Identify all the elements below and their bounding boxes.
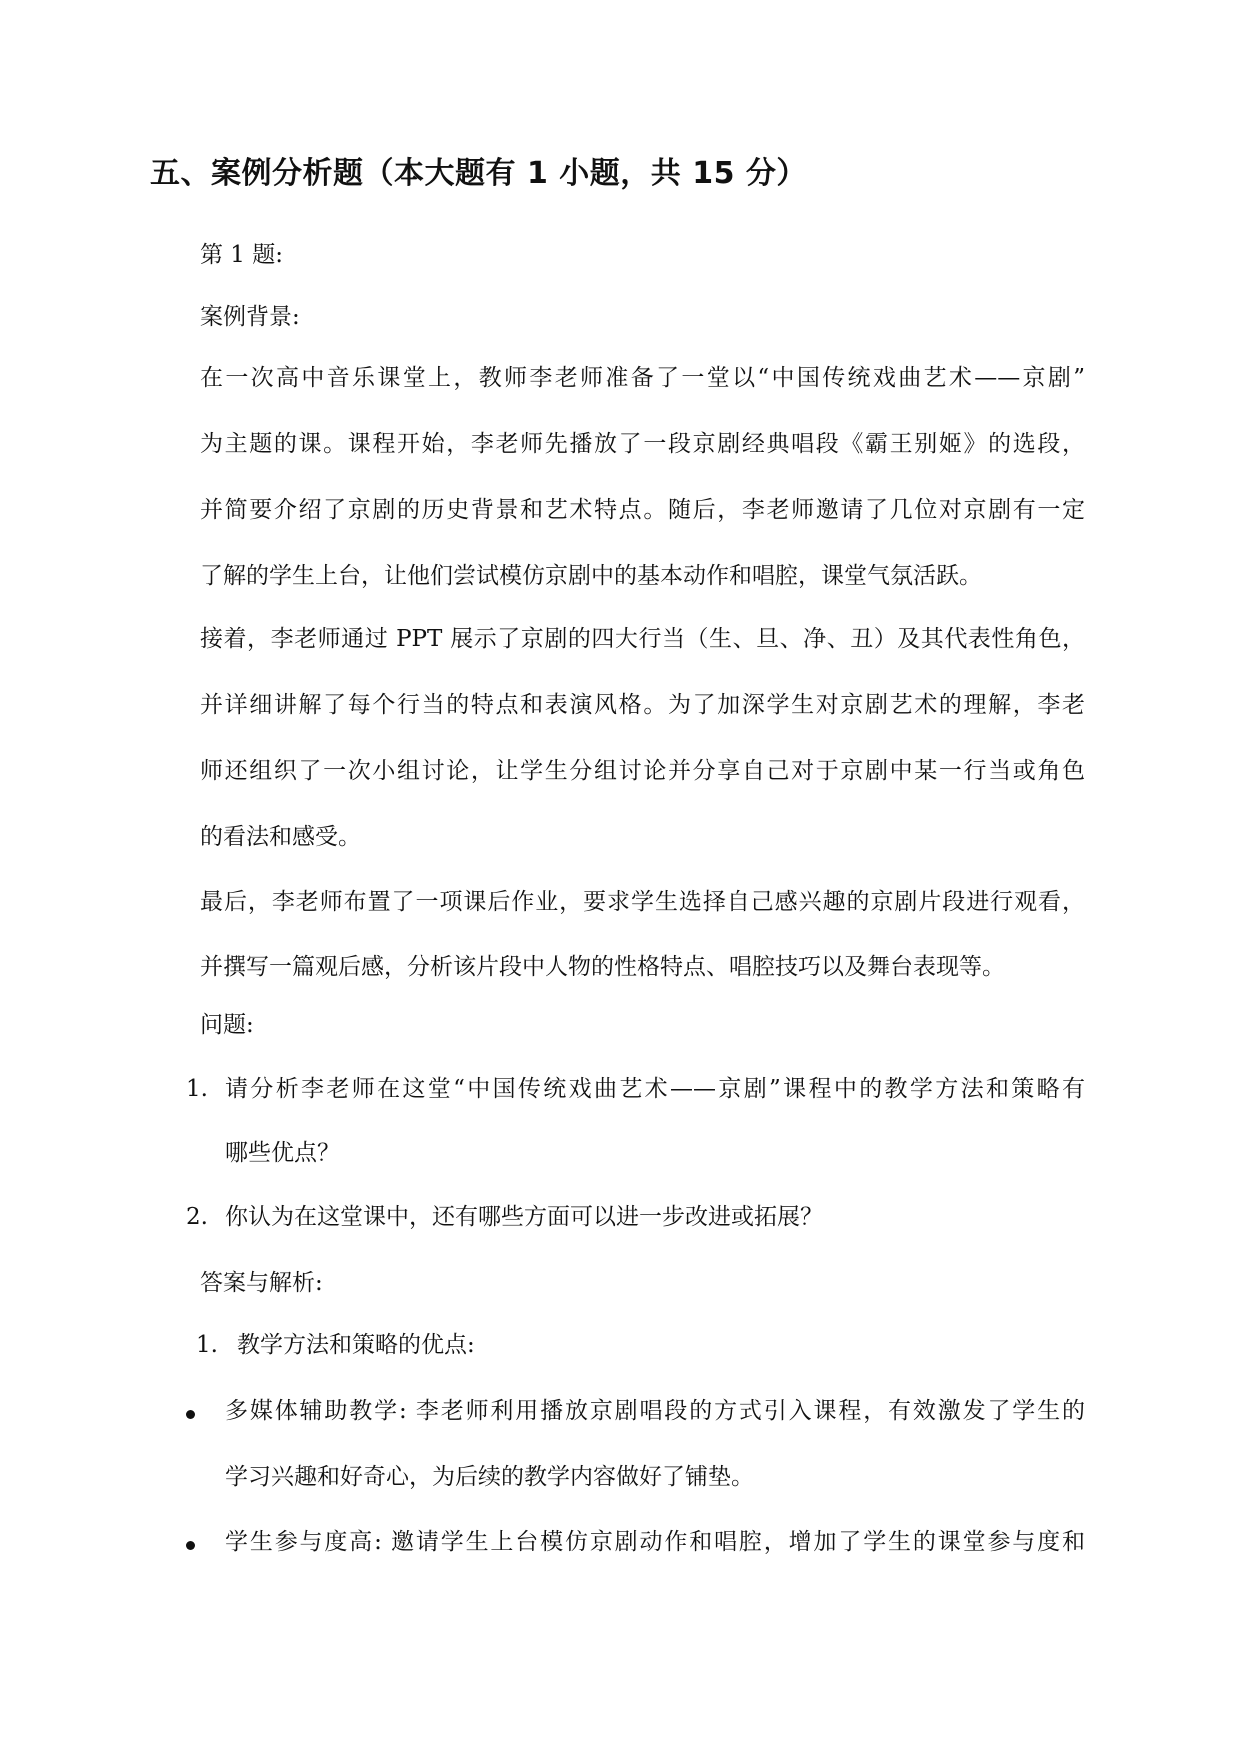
background-line: 的看法和感受。 <box>200 824 361 850</box>
background-line: 接着，李老师通过 PPT 展示了京剧的四大行当（生、旦、净、丑）及其代表性角色， <box>200 626 1085 652</box>
question-number: 1. <box>186 1076 208 1102</box>
bullet-text: 学生参与度高: 邀请学生上台模仿京剧动作和唱腔，增加了学生的课堂参与度和 <box>225 1529 1085 1555</box>
answer-point-number: 1. <box>196 1332 218 1358</box>
question-text: 你认为在这堂课中，还有哪些方面可以进一步改进或拓展？ <box>225 1204 823 1230</box>
background-line: 最后，李老师布置了一项课后作业，要求学生选择自己感兴趣的京剧片段进行观看， <box>200 889 1085 915</box>
question-number: 2. <box>186 1204 208 1230</box>
background-line: 并详细讲解了每个行当的特点和表演风格。为了加深学生对京剧艺术的理解，李老 <box>200 692 1085 718</box>
section-title: 五、案例分析题（本大题有 1 小题，共 15 分） <box>150 156 807 191</box>
background-line: 为主题的课。课程开始，李老师先播放了一段京剧经典唱段《霸王别姬》的选段， <box>200 431 1085 457</box>
background-line: 师还组织了一次小组讨论，让学生分组讨论并分享自己对于京剧中某一行当或角色 <box>200 758 1085 784</box>
question-label: 第 1 题: <box>200 242 284 268</box>
background-line: 并简要介绍了京剧的历史背景和艺术特点。随后，李老师邀请了几位对京剧有一定 <box>200 497 1085 523</box>
answer-label: 答案与解析: <box>200 1270 323 1296</box>
question-text: 哪些优点？ <box>225 1140 340 1166</box>
background-label: 案例背景: <box>200 304 300 330</box>
questions-label: 问题: <box>200 1012 254 1038</box>
question-text: 请分析李老师在这堂“中国传统戏曲艺术——京剧”课程中的教学方法和策略有 <box>225 1076 1085 1102</box>
background-line: 并撰写一篇观后感，分析该片段中人物的性格特点、唱腔技巧以及舞台表现等。 <box>200 954 1005 980</box>
bullet-text: 学习兴趣和好奇心，为后续的教学内容做好了铺垫。 <box>225 1464 754 1490</box>
bullet-dot <box>186 1541 195 1550</box>
bullet-text: 多媒体辅助教学: 李老师利用播放京剧唱段的方式引入课程，有效激发了学生的 <box>225 1398 1085 1424</box>
bullet-dot <box>186 1410 195 1419</box>
background-line: 了解的学生上台，让他们尝试模仿京剧中的基本动作和唱腔，课堂气氛活跃。 <box>200 563 982 589</box>
answer-point-text: 教学方法和策略的优点: <box>237 1332 475 1358</box>
background-line: 在一次高中音乐课堂上，教师李老师准备了一堂以“中国传统戏曲艺术——京剧” <box>200 365 1085 391</box>
